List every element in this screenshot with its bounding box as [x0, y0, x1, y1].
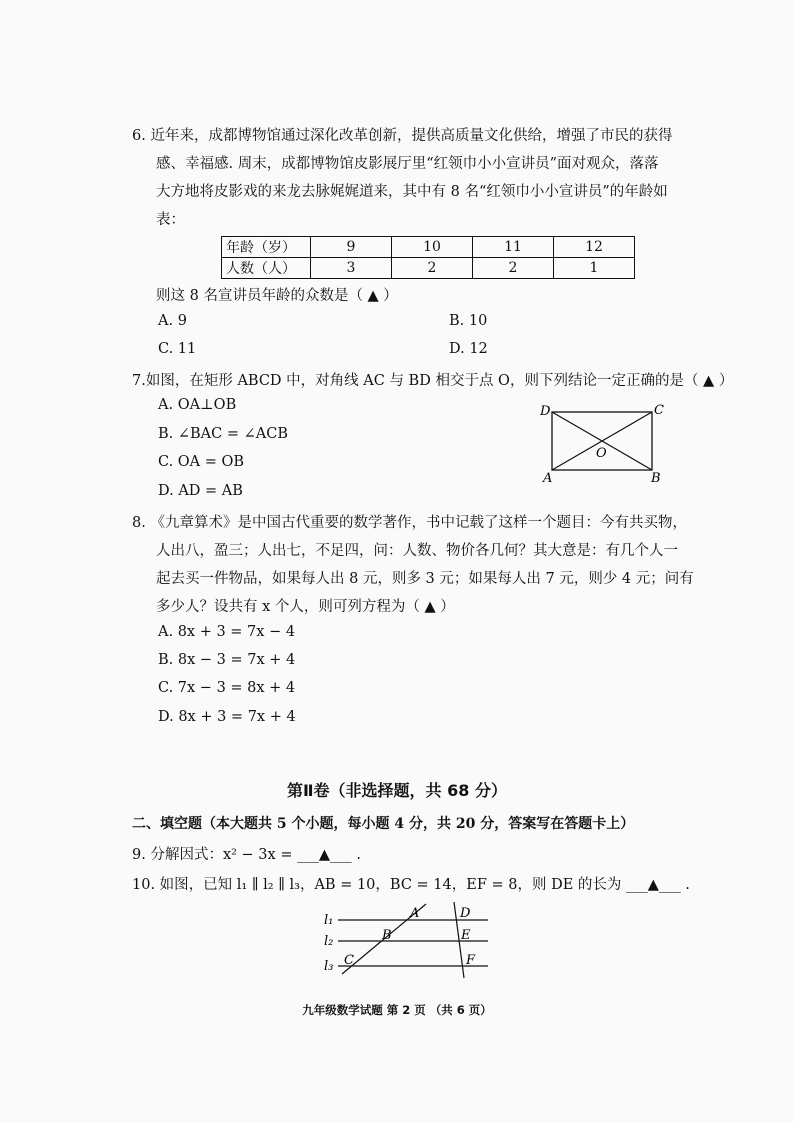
- table-cell: 2: [392, 258, 473, 279]
- q6-option-c: C. 11: [158, 341, 197, 357]
- table-cell: 9: [311, 237, 392, 258]
- table-cell: 12: [554, 237, 635, 258]
- q6-option-d: D. 12: [449, 341, 488, 357]
- label-b: B: [651, 471, 661, 486]
- q6-option-a: A. 9: [158, 313, 187, 329]
- label-d: D: [540, 404, 551, 419]
- label-b: B: [382, 928, 392, 943]
- q6-line4: 表：: [156, 212, 185, 228]
- label-c: C: [344, 953, 354, 968]
- q8-option-d: D. 8x + 3 = 7x + 4: [158, 709, 296, 725]
- part2-title: 第Ⅱ卷（非选择题，共 68 分）: [287, 781, 507, 800]
- q8-line3: 起去买一件物品，如果每人出 8 元，则多 3 元；如果每人出 7 元，则少 4 元；问有: [156, 571, 694, 587]
- table-cell: 11: [473, 237, 554, 258]
- label-f: F: [466, 953, 476, 968]
- q8-option-a: A. 8x + 3 = 7x − 4: [158, 624, 296, 640]
- page-footer: 九年级数学试题 第 2 页 （共 6 页）: [302, 1003, 492, 1017]
- table-row: [222, 237, 635, 258]
- rectangle-figure: [530, 398, 670, 490]
- label-o: O: [596, 446, 607, 461]
- label-l1: l₁: [324, 913, 334, 928]
- q8-option-b: B. 8x − 3 = 7x + 4: [158, 652, 296, 668]
- q7-option-d: D. AD = AB: [158, 483, 243, 499]
- table-cell: 10: [392, 237, 473, 258]
- q6-line3: 大方地将皮影戏的来龙去脉娓娓道来，其中有 8 名“红领巾小小宣讲员”的年龄如: [156, 184, 668, 200]
- label-a: A: [410, 906, 420, 921]
- q7-stem: 7.如图，在矩形 ABCD 中，对角线 AC 与 BD 相交于点 O，则下列结论一定正确的是（ ▲ ）: [132, 373, 734, 389]
- q6-question: 则这 8 名宣讲员年龄的众数是（ ▲ ）: [156, 288, 398, 304]
- q8-option-c: C. 7x − 3 = 8x + 4: [158, 680, 296, 696]
- table-cell: 2: [473, 258, 554, 279]
- q6-line2: 感、幸福感. 周末，成都博物馆皮影展厅里“红领巾小小宣讲员”面对观众，落落: [156, 156, 659, 172]
- table-header-count: 人数（人）: [222, 258, 311, 279]
- q8-line4: 多少人？设共有 x 个人，则可列方程为（ ▲ ）: [156, 599, 455, 615]
- q10-text: 10. 如图，已知 l₁ ∥ l₂ ∥ l₃，AB = 10，BC = 14，EF = 8，则 DE 的长为 ___▲___ .: [132, 877, 690, 893]
- table-row: [222, 258, 635, 279]
- q8-line2: 人出八，盈三；人出七，不足四，问：人数、物价各几何？其大意是：有几个人一: [156, 543, 678, 559]
- label-c: C: [654, 403, 664, 418]
- q7-option-c: C. OA = OB: [158, 454, 245, 470]
- q9-text: 9. 分解因式：x² − 3x = ___▲___ .: [132, 847, 361, 863]
- table-cell: 1: [554, 258, 635, 279]
- label-l2: l₂: [324, 934, 334, 949]
- q7-option-b: B. ∠BAC = ∠ACB: [158, 426, 288, 442]
- q7-option-a: A. OA⊥OB: [158, 397, 237, 413]
- label-l3: l₃: [324, 959, 334, 974]
- label-d: D: [460, 906, 471, 921]
- q8-line1: 8. 《九章算术》是中国古代重要的数学著作，书中记载了这样一个题目：今有共买物，: [132, 515, 687, 531]
- label-e: E: [461, 928, 471, 943]
- q6-line1: 6. 近年来，成都博物馆通过深化改革创新，提供高质量文化供给，增强了市民的获得: [132, 128, 673, 144]
- parallel-lines-figure: [320, 900, 500, 980]
- table-header-age: 年龄（岁）: [222, 237, 311, 258]
- q6-option-b: B. 10: [449, 313, 488, 329]
- table-cell: 3: [311, 258, 392, 279]
- section-fill-blank: 二、填空题（本大题共 5 个小题，每小题 4 分，共 20 分，答案写在答题卡上）: [132, 816, 635, 832]
- label-a: A: [543, 471, 553, 486]
- age-table: [221, 236, 635, 279]
